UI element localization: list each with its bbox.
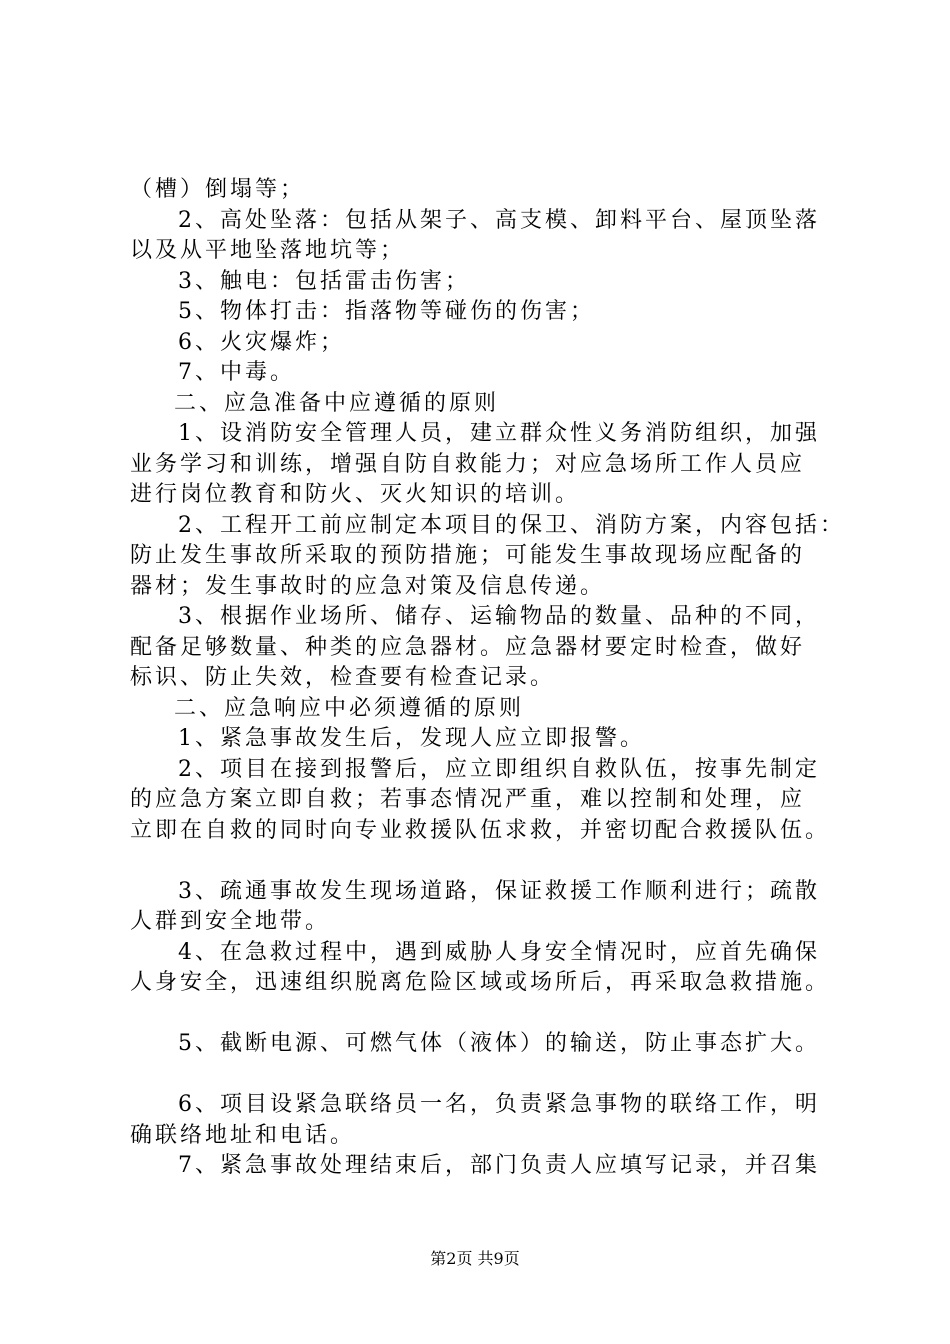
- text-line: 人群到安全地带。: [130, 909, 331, 934]
- paragraph-gap: [130, 999, 830, 1030]
- list-item-prep-1: 1、设消防安全管理人员，建立群众性义务消防组织，加强: [178, 421, 820, 446]
- list-item-prep-2: 2、工程开工前应制定本项目的保卫、消防方案，内容包括：: [178, 512, 845, 538]
- list-item-high-fall: 2、高处坠落：包括从架子、高支模、卸料平台、屋顶坠落: [178, 207, 820, 233]
- text-line: （槽）倒塌等；: [130, 177, 306, 202]
- text-line: 配备足够数量、种类的应急器材。应急器材要定时检查，做好: [130, 634, 806, 660]
- list-item-resp-2: 2、项目在接到报警后，应立即组织自救队伍，按事先制定: [178, 756, 820, 782]
- list-item-prep-3: 3、根据作业场所、储存、运输物品的数量、品种的不同，: [178, 604, 820, 629]
- text-line: 的应急方案立即自救；若事态情况严重，难以控制和处理，应: [130, 787, 806, 812]
- list-item-resp-1: 1、紧急事故发生后，发现人应立即报警。: [178, 726, 645, 751]
- list-item-resp-7: 7、紧急事故处理结束后，部门负责人应填写记录，并召集: [178, 1153, 820, 1178]
- list-item-resp-3: 3、疏通事故发生现场道路，保证救援工作顺利进行；疏散: [178, 878, 820, 904]
- text-line: 立即在自救的同时向专业救援队伍求救，并密切配合救援队伍。: [130, 817, 831, 843]
- paragraph-gap: [130, 1060, 830, 1091]
- text-line: 防止发生事故所采取的预防措施；可能发生事故现场应配备的: [130, 543, 806, 568]
- text-line: 以及从平地坠落地坑等；: [130, 238, 406, 263]
- list-item-electric-shock: 3、触电：包括雷击伤害；: [178, 268, 470, 294]
- page-number-footer: 第2页 共9页: [430, 1249, 520, 1268]
- text-line: 进行岗位教育和防火、灭火知识的培训。: [130, 482, 581, 507]
- text-line: 确联络地址和电话。: [130, 1122, 356, 1148]
- list-item-fire-explosion: 6、火灾爆炸；: [178, 329, 345, 355]
- list-item-object-strike: 5、物体打击：指落物等碰伤的伤害；: [178, 299, 595, 324]
- text-line: 人身安全，迅速组织脱离危险区域或场所后，再采取急救措施。: [130, 970, 831, 995]
- section-heading-response: 二、应急响应中必须遵循的原则: [174, 695, 525, 721]
- text-line: 标识、防止失效，检查要有检查记录。: [130, 665, 556, 690]
- list-item-resp-4: 4、在急救过程中，遇到威胁人身安全情况时，应首先确保: [178, 939, 820, 965]
- paragraph-gap: [130, 846, 830, 877]
- document-body: [130, 175, 845, 1182]
- text-line: 器材；发生事故时的应急对策及信息传递。: [130, 573, 606, 599]
- section-heading-preparation: 二、应急准备中应遵循的原则: [174, 390, 500, 416]
- list-item-resp-5: 5、截断电源、可燃气体（液体）的输送，防止事态扩大。: [178, 1031, 820, 1056]
- list-item-poisoning: 7、中毒。: [178, 360, 295, 385]
- list-item-resp-6: 6、项目设紧急联络员一名，负责紧急事物的联络工作，明: [178, 1092, 820, 1117]
- text-line: 业务学习和训练，增强自防自救能力；对应急场所工作人员应: [130, 451, 806, 477]
